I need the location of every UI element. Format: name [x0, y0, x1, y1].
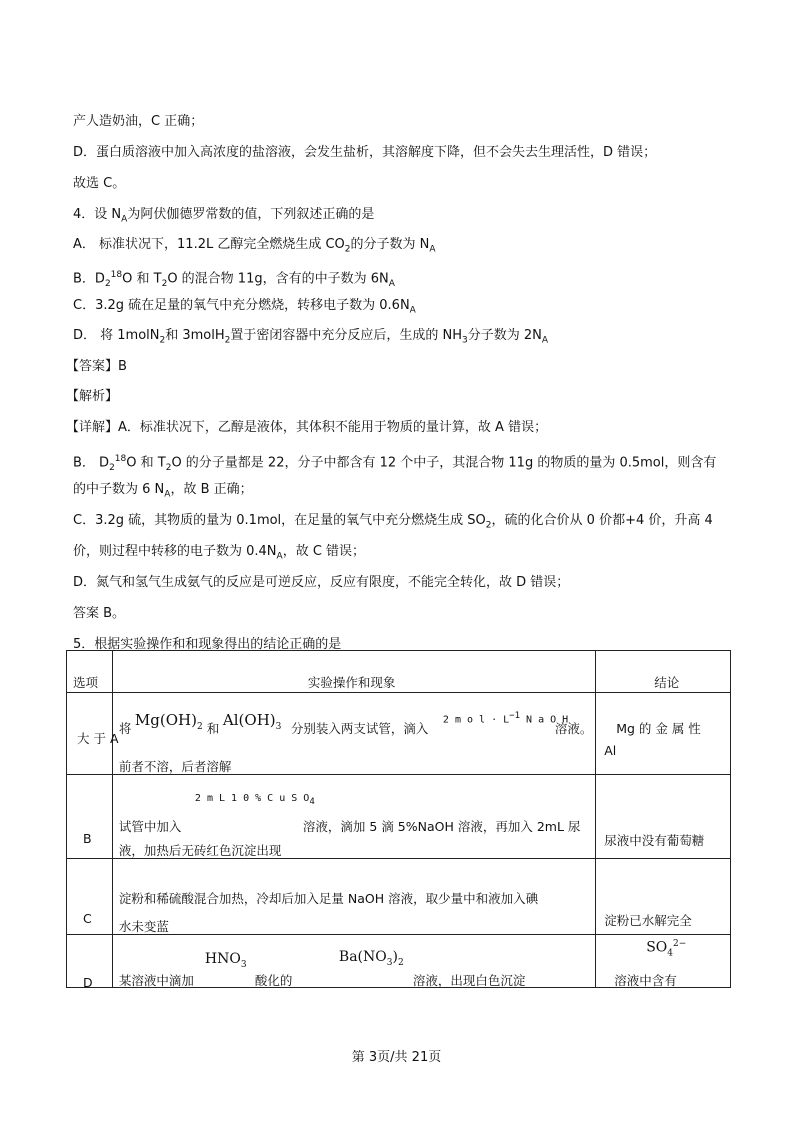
- text-line: 产人造奶油，C 正确；: [73, 114, 204, 129]
- row-a-option: 大 于 A: [67, 693, 113, 775]
- answer-line: [66, 358, 127, 376]
- text-line: 的中子数为 6 $N_A$，故 B 正确；: [73, 482, 253, 500]
- row-b-conclusion: 尿液中没有葡萄糖: [596, 775, 731, 859]
- formula-cuso4: 2 m L 1 0 % C u S $O_4$: [194, 793, 315, 807]
- row-d-operation: $HNO_3$ $Ba(NO_3)_2$ 某溶液中滴加 酸化的 溶液，出现白色沉淀: [112, 935, 595, 988]
- row-c-option: C: [67, 859, 113, 935]
- analysis-label: 【解析】: [66, 389, 119, 404]
- row-c-conclusion: 淀粉已水解完全: [596, 859, 731, 935]
- table-row: [67, 859, 731, 935]
- question-4-option-a: A． 标准状况下，11.2L 乙醇完全燃烧生成 $CO_2$的分子数为 $N_A$: [73, 237, 436, 255]
- question-4-option-b: B．$D_2^{18}O$ 和 $T_2O$ 的混合物 11g，含有的中子数为 $6N_A$: [73, 270, 395, 289]
- question-4-option-d: D． 将 1molN$_2$和 3molH$_2$置于密闭容器中充分反应后，生成的 $NH_3$分子数为 $2N_A$: [73, 328, 549, 346]
- text-line: 故选 C。: [73, 176, 126, 191]
- question-4-stem: 4．设 $N_A$为阿伏伽德罗常数的值，下列叙述正确的是: [73, 207, 375, 225]
- answer-label: 【答案】: [66, 359, 119, 374]
- row-d-conclusion: $SO_4^{2-}$ 溶液中含有: [596, 935, 731, 988]
- detail-line: 【详解】A．标准状况下，乙醇是液体，其体积不能用于物质的量计算，故 A 错误；: [66, 420, 548, 435]
- text-line: B． $D_2^{18}O$ 和 $T_2O$ 的分子量都是 22，分子中都含有 12 个中子，其混合物 11g 的物质的量为 0.5mol，则含有: [73, 454, 717, 473]
- table-header-conclusion: 结论: [596, 651, 731, 693]
- row-a-operation: 将 $Mg(OH)_2$ 和 $Al(OH)_3$ 分别装入两支试管，滴入 2 m o $l \cdot L^{-1}$ N a O H 溶液。 前者不溶，后者溶解: [112, 693, 595, 775]
- text-line: D．蛋白质溶液中加入高浓度的盐溶液，会发生盐析，其溶解度下降，但不会失去生理活性，D 错误；: [73, 145, 657, 160]
- text-line: 价，则过程中转移的电子数为 $0.4N_A$，故 C 错误；: [73, 544, 366, 562]
- formula-aloh3: $Al(OH)_3$: [222, 711, 282, 732]
- text-line: D．氮气和氢气生成氨气的反应是可逆反应，反应有限度，不能完全转化，故 D 错误；: [73, 575, 570, 590]
- formula-so4: $SO_4^{2-}$: [646, 939, 687, 959]
- row-a-conclusion: Mg 的 金 属 性 Al: [596, 693, 731, 775]
- table-row: [67, 693, 731, 775]
- row-c-operation: 淀粉和稀硫酸混合加热，冷却后加入足量 NaOH 溶液，取少量中和液加入碘 水未变蓝: [112, 859, 595, 935]
- table-header-option: 选项: [67, 651, 113, 693]
- table-row: [67, 775, 731, 859]
- text-line: C．3.2g 硫，其物质的量为 0.1mol，在足量的氧气中充分燃烧生成 $SO_2$，硫的化合价从 0 价都+4 价，升高 4: [73, 513, 713, 531]
- question-5-stem: 5．根据实验操作和和现象得出的结论正确的是: [73, 637, 342, 652]
- formula-mgoh2: $Mg(OH)_2$: [134, 711, 203, 732]
- row-b-option: B: [67, 775, 113, 859]
- row-b-operation: 2 m L 1 0 % C u S $O_4$ 试管中加入 溶液，滴加 5 滴 5%NaOH 溶液，再加入 2mL 尿 液，加热后无砖红色沉淀出现: [112, 775, 595, 859]
- question-5-table: [66, 650, 731, 988]
- detail-label: 【详解】: [66, 420, 119, 435]
- formula-naoh-concentration: 2 m o $l \cdot L^{-1}$ N a O H: [442, 711, 569, 726]
- table-header-operation: 实验操作和现象: [112, 651, 595, 693]
- text-line: 答案 B。: [73, 606, 126, 621]
- question-4-option-c: C．3.2g 硫在足量的氧气中充分燃烧，转移电子数为 $0.6N_A$: [73, 298, 416, 316]
- formula-bano3: $Ba(NO_3)_2$: [338, 949, 404, 968]
- table-row: [67, 935, 731, 988]
- row-d-option: D: [67, 935, 113, 988]
- formula-hno3: $HNO_3$: [204, 951, 247, 970]
- page-footer: 第 3页/共 21页: [351, 1050, 442, 1065]
- answer-value: B: [118, 359, 127, 374]
